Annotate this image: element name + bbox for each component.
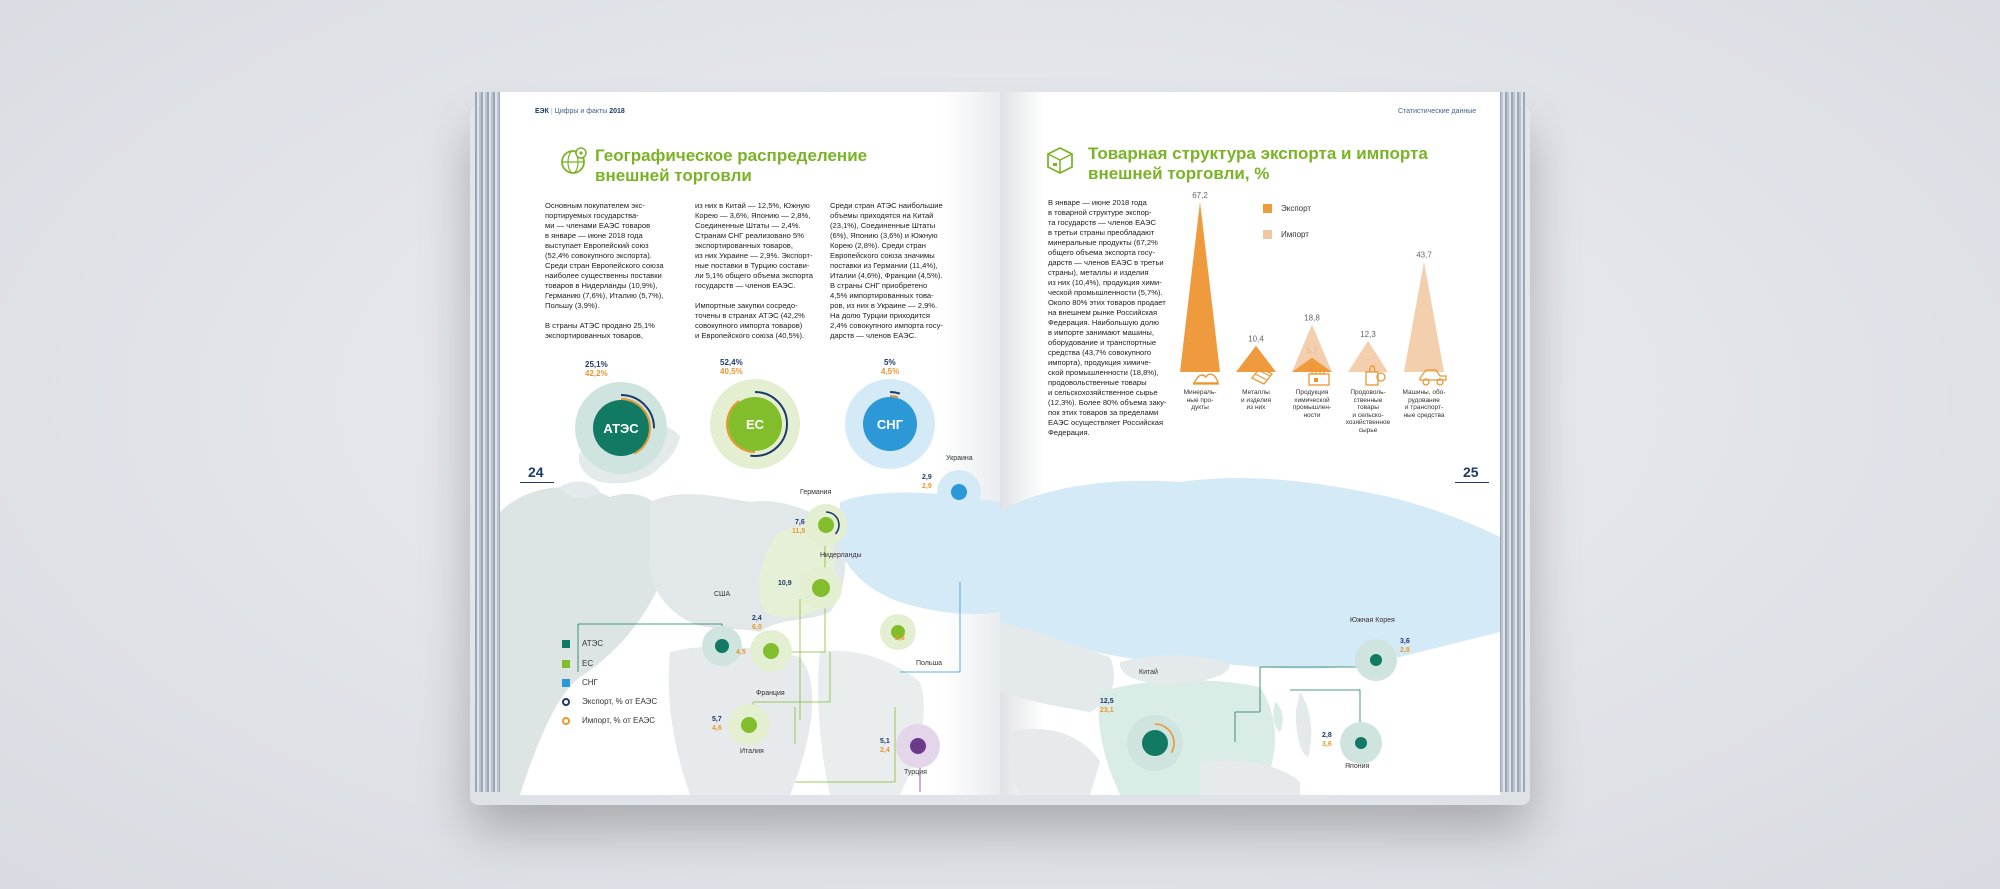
body-text-line: из них в Китай — 12,5%, Южную — [695, 201, 810, 210]
caption-line: хозяйственное — [1345, 419, 1391, 426]
caption-line: и сельско- — [1352, 411, 1384, 419]
country-export: 2,8 — [1322, 732, 1332, 739]
body-text-line: минеральные продукты (67,2% — [1048, 238, 1158, 247]
legend-eu: ЕС — [582, 659, 594, 668]
country-label: Япония — [1345, 763, 1370, 770]
body-text-line: ми — членами ЕАЭС товаров — [545, 221, 651, 230]
body-text-line: средства (43,7% совокупного — [1048, 348, 1152, 357]
region-import-pct: 40,5% — [720, 367, 743, 376]
caption-line: из них — [1246, 404, 1266, 411]
country-label: Южная Корея — [1350, 617, 1395, 624]
country-label: Нидерланды — [820, 552, 862, 559]
body-text-line: наиболее существенны поставки — [545, 271, 662, 280]
caption-line: дукты — [1191, 404, 1209, 411]
map-india — [1008, 729, 1100, 795]
body-text-line: Импортные закупки сосредо- — [695, 301, 798, 310]
country-import: 4,5 — [736, 649, 746, 656]
body-text-line — [545, 311, 695, 321]
country-import: 6,0 — [752, 624, 762, 631]
chart-category-caption — [1397, 389, 1451, 419]
region-import-pct: 4,5% — [881, 367, 900, 376]
country-label: США — [714, 591, 731, 598]
body-text-line: Италии (4,6%), Франции (4,5%). — [830, 271, 943, 280]
page-title-right — [1088, 144, 1428, 184]
body-text-line: поставки из Германии (11,4%), — [830, 261, 938, 270]
region-import-pct: 42,2% — [585, 369, 608, 378]
chart-legend-export: Экспорт — [1281, 204, 1312, 213]
body-text-line: из них Украине — 2,9%. Экспорт- — [695, 251, 813, 260]
body-text-line: совокупного импорта товаров) — [695, 321, 803, 330]
map-japan — [1296, 692, 1311, 757]
body-text-line: В страны АТЭС продано 25,1% — [545, 321, 655, 330]
country-label: Франция — [756, 690, 785, 697]
caption-line: ные про- — [1186, 396, 1214, 404]
body-text-line: (6%), Японию (3,6%) и Южную — [830, 231, 938, 240]
region-export-pct: 52,4% — [720, 358, 743, 367]
map-korea — [1273, 702, 1282, 732]
body-text-line: ли 5,1% общего объема экспорта — [695, 271, 814, 280]
cone-value-label: 67,2 — [1192, 192, 1208, 200]
body-text-line: В страны СНГ приобретено — [830, 281, 928, 290]
legend-export: Экспорт, % от ЕАЭС — [582, 697, 658, 706]
country-import: 2,9 — [922, 483, 932, 490]
body-text-line: страны), металлы и изделия — [1048, 268, 1149, 277]
country-import: 4,6 — [712, 725, 722, 732]
title-left-line1: Географическое распределение — [595, 146, 868, 165]
header-separator: | — [550, 108, 553, 115]
mineral-products-icon — [1192, 367, 1220, 387]
caption-line: Машины, обо- — [1402, 389, 1446, 396]
country-import: 2,8 — [1400, 647, 1410, 654]
body-text-line: на внешнем рынке Российская — [1048, 308, 1158, 317]
chart-category-caption — [1229, 389, 1283, 412]
body-text-line: ров, из них в Украине — 2,9%. — [830, 301, 938, 310]
body-text-line: На долю Турции приходится — [830, 311, 930, 320]
region-name: АТЭС — [593, 400, 649, 456]
caption-line: Продукция — [1295, 389, 1329, 396]
caption-line: ности — [1303, 411, 1321, 419]
caption-line: Металлы — [1242, 389, 1270, 396]
body-text-line: дарств — членов ЕАЭС в третьи — [1048, 258, 1164, 267]
country-label: Италия — [740, 748, 764, 755]
country-label: Польша — [916, 660, 943, 667]
legend-apec: АТЭС — [582, 639, 604, 648]
chart-legend-swatch-export — [1263, 204, 1272, 213]
country-export: 2,4 — [752, 615, 762, 622]
body-text-line: 2,4% совокупного импорта госу- — [830, 321, 943, 330]
country-export: 5,1 — [880, 738, 890, 745]
body-text-line: Странам СНГ реализовано 5% — [695, 231, 804, 240]
caption-line: сырье — [1358, 426, 1378, 434]
caption-line: и изделия — [1240, 396, 1272, 404]
body-text-line: дарств — членов ЕАЭС. — [830, 331, 917, 340]
chart-category-caption — [1341, 389, 1395, 434]
legend-swatch-apec — [562, 640, 570, 648]
caption-line: ственные — [1353, 396, 1383, 404]
country-export: 7,6 — [795, 519, 805, 526]
region-export-pct: 5% — [884, 358, 896, 367]
page-number-left: 24 — [528, 464, 544, 480]
body-text-line: (23,1%), Соединенные Штаты — [830, 221, 936, 230]
country-label: Турция — [904, 769, 927, 776]
body-text-line: государств — членов ЕАЭС. — [695, 281, 796, 290]
metal-bars-icon — [1250, 364, 1276, 386]
body-text-line: (52,4% совокупного экспорта). — [545, 251, 652, 260]
package-box-icon — [1045, 145, 1075, 175]
body-column-2 — [695, 201, 825, 341]
caption-line: ные средства — [1403, 411, 1445, 419]
body-text-line: Европейского союза значимы — [830, 251, 935, 260]
chemical-plant-icon — [1306, 362, 1332, 388]
body-text-line: общего объема экспорта госу- — [1048, 248, 1155, 257]
body-text-line: продовольственные товары — [1048, 378, 1147, 387]
map-southeast-asia — [1200, 760, 1300, 795]
body-text-line: Соединенные Штаты — 2,4%. — [695, 221, 801, 230]
body-text-line — [695, 291, 825, 301]
caption-line: промышлен- — [1292, 404, 1332, 411]
body-text-line: из них (10,4%), продукция хими- — [1048, 278, 1162, 287]
body-column-3 — [830, 201, 960, 341]
country-import: 3,6 — [1322, 741, 1332, 748]
body-text-line: экспортированных товаров, — [695, 241, 793, 250]
body-text-line: В январе — июне 2018 года — [1048, 198, 1147, 207]
body-text-line: (12,3%). Более 80% объема заку- — [1048, 398, 1167, 407]
body-text-line: в товарной структуре экспор- — [1048, 208, 1152, 217]
country-export: 10,9 — [778, 580, 792, 587]
chart-legend-import: Импорт — [1281, 230, 1309, 239]
body-text-line: ЕАЭС осуществляет Российская — [1048, 418, 1164, 427]
cone-value-label: 10,4 — [1248, 334, 1264, 344]
page-number-right: 25 — [1463, 464, 1479, 480]
body-text-line: выступает Европейский союз — [545, 241, 649, 250]
running-header-right: Статистические данные — [1398, 108, 1477, 115]
right-page — [1000, 92, 1500, 795]
machinery-truck-icon — [1418, 364, 1448, 386]
map-russia — [1000, 478, 1500, 669]
running-header — [535, 108, 625, 115]
country-label: Украина — [946, 455, 973, 462]
body-text-line: Корею — 3,6%, Японию — 2,8%, — [695, 211, 811, 220]
body-text-line: экспортированных товаров, — [545, 331, 643, 340]
page-number-rule-right — [1455, 482, 1489, 483]
body-text-line: 4,5% импортированных това- — [830, 291, 934, 300]
food-products-icon — [1362, 362, 1388, 388]
title-right-line2: внешней торговли, % — [1088, 164, 1270, 183]
body-text-line: та государств — членов ЕАЭС — [1048, 218, 1156, 227]
body-text-line: Около 80% этих товаров продает — [1048, 298, 1166, 307]
country-export: 5,7 — [712, 716, 722, 723]
body-text-line: Корею (2,8%). Среди стран — [830, 241, 926, 250]
legend-swatch-cis — [562, 679, 570, 687]
caption-line: Минераль- — [1183, 389, 1217, 396]
region-export-pct: 25,1% — [585, 360, 608, 369]
country-label: Германия — [800, 489, 832, 496]
country-import: 23,1 — [1100, 707, 1114, 714]
country-import: 2,6 — [895, 635, 905, 642]
legend-ring-export — [562, 698, 570, 706]
body-text-line: Федерация. — [1048, 428, 1090, 437]
body-text-line: портируемых государства- — [545, 211, 639, 220]
body-text-line: ные поставки в Турцию состави- — [695, 261, 810, 270]
body-text-line: Среди стран Европейского союза — [545, 261, 664, 270]
chart-category-caption — [1285, 389, 1339, 419]
body-text-line: точены в странах АТЭС (42,2% — [695, 311, 805, 320]
caption-line: рудование — [1408, 396, 1440, 404]
header-year: 2018 — [609, 108, 625, 115]
country-import: 2,4 — [880, 747, 890, 754]
caption-line: товары — [1357, 404, 1379, 411]
body-text-line: импорта), продукция химиче- — [1048, 358, 1152, 367]
region-name: ЕС — [728, 397, 782, 451]
region-name: СНГ — [863, 397, 917, 451]
body-text-line: в импорте занимают машины, — [1048, 328, 1154, 337]
body-text-line: и Европейского союза (40,5%). — [695, 331, 805, 340]
body-column-right — [1048, 198, 1183, 438]
map-russia-west — [840, 493, 1000, 614]
left-page — [500, 92, 1000, 795]
country-export: 2,9 — [922, 474, 932, 481]
cone-value-label: 12,3 — [1360, 329, 1376, 339]
body-text-line: объемы приходятся на Китай — [830, 211, 934, 220]
body-text-line: в третьи страны преобладают — [1048, 228, 1155, 237]
country-import: 11,5 — [792, 528, 806, 535]
cone-value-label: 43,7 — [1416, 250, 1432, 260]
body-text-line: Германию (7,6%), Италию (5,7%), — [545, 291, 664, 300]
body-column-1 — [545, 201, 695, 341]
globe-pin-icon — [560, 147, 588, 175]
body-text-line: Основным покупателем экс- — [545, 201, 645, 210]
body-text-line: Федерация. Наибольшую долю — [1048, 318, 1159, 327]
page-number-rule — [520, 482, 554, 483]
country-export: 12,5 — [1100, 698, 1114, 705]
body-text-line: ской промышленности (18,8%), — [1048, 368, 1159, 377]
cone-Импорт-4 — [1404, 261, 1444, 372]
body-text-line: пок этих товаров за пределами — [1048, 408, 1159, 417]
legend-cis: СНГ — [582, 678, 598, 687]
caption-line: и транспорт- — [1404, 404, 1444, 411]
title-right-line1: Товарная структура экспорта и импорта — [1088, 144, 1428, 163]
body-text-line: Среди стран АТЭС наибольшие — [830, 201, 943, 210]
body-text-line: товаров в Нидерланды (10,9%), — [545, 281, 658, 290]
legend-import: Импорт, % от ЕАЭС — [582, 716, 656, 725]
country-export: 3,6 — [1400, 638, 1410, 645]
chart-legend-swatch-import — [1263, 230, 1272, 239]
cone-value-label: 18,8 — [1304, 313, 1320, 323]
header-subtitle: Цифры и факты — [554, 108, 608, 115]
map-mongolia — [1120, 655, 1230, 684]
page-title-left — [595, 146, 867, 186]
header-brand: ЕЭК — [535, 108, 549, 115]
caption-line: Продоволь- — [1350, 389, 1386, 396]
body-text-line: и сельскохозяйственное сырье — [1048, 388, 1158, 397]
body-text-line: в январе — июне 2018 года — [545, 231, 643, 240]
cone-Экспорт-0 — [1180, 202, 1220, 372]
title-left-line2: внешней торговли — [595, 166, 752, 185]
body-text-line: Польшу (3,9%). — [545, 301, 600, 310]
chart-category-caption — [1173, 389, 1227, 412]
country-label: Китай — [1139, 669, 1158, 676]
body-text-line: ческой промышленности (5,7%). — [1048, 288, 1163, 297]
caption-line: химической — [1294, 396, 1330, 404]
legend-ring-import — [562, 717, 570, 725]
legend-swatch-eu — [562, 660, 570, 668]
body-text-line: оборудование и транспортные — [1048, 338, 1157, 347]
